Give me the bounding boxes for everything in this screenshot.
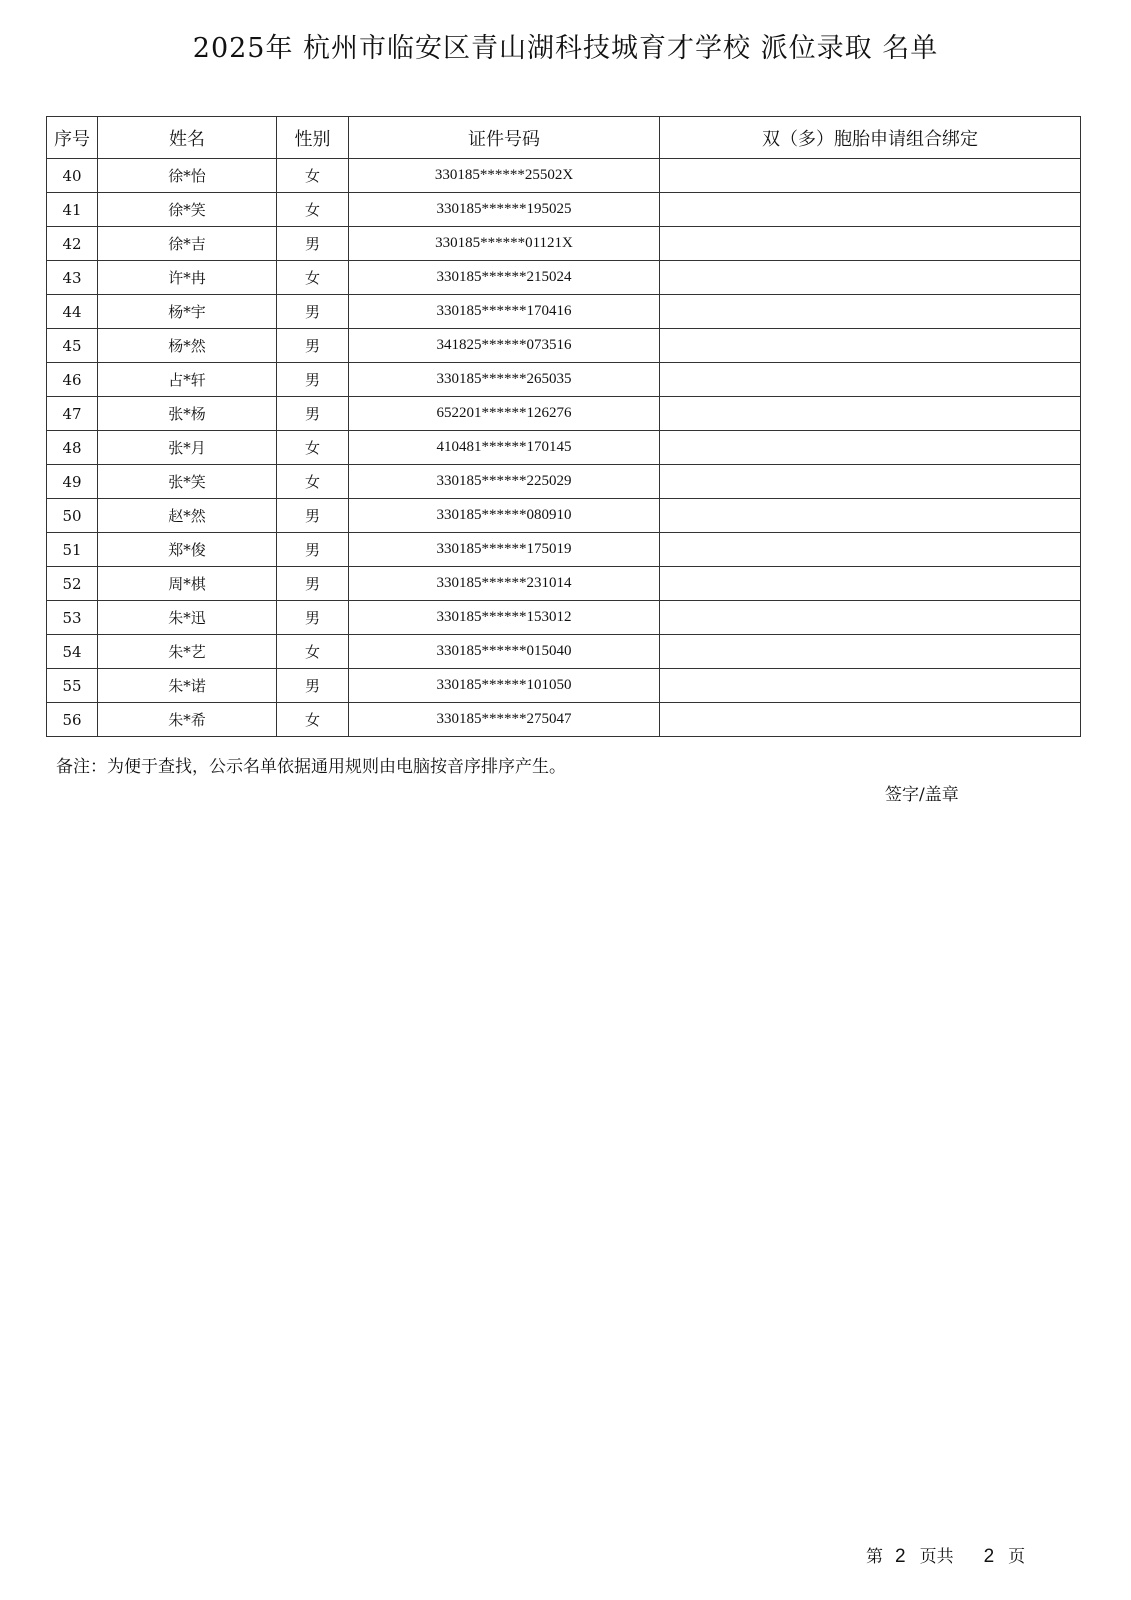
cell-id: 330185******080910 [349, 499, 660, 533]
cell-twin [660, 499, 1081, 533]
cell-gender: 男 [277, 295, 349, 329]
cell-twin [660, 703, 1081, 737]
cell-name: 占*轩 [98, 363, 277, 397]
table-row [47, 431, 1081, 465]
cell-no: 41 [47, 193, 98, 227]
cell-twin [660, 669, 1081, 703]
cell-id: 330185******275047 [349, 703, 660, 737]
cell-no: 48 [47, 431, 98, 465]
cell-gender: 男 [277, 397, 349, 431]
cell-name: 赵*然 [98, 499, 277, 533]
cell-twin [660, 635, 1081, 669]
cell-gender: 女 [277, 261, 349, 295]
cell-twin [660, 431, 1081, 465]
cell-name: 徐*怡 [98, 159, 277, 193]
document-title: 2025年 杭州市临安区青山湖科技城育才学校 派位录取 名单 [192, 33, 939, 64]
cell-id: 330185******265035 [349, 363, 660, 397]
cell-id: 652201******126276 [349, 397, 660, 431]
cell-gender: 女 [277, 159, 349, 193]
table-row [47, 159, 1081, 193]
header-name: 姓名 [98, 117, 277, 159]
cell-no: 54 [47, 635, 98, 669]
cell-gender: 女 [277, 465, 349, 499]
cell-no: 44 [47, 295, 98, 329]
cell-gender: 男 [277, 601, 349, 635]
table-row [47, 363, 1081, 397]
cell-id: 330185******101050 [349, 669, 660, 703]
table-row [47, 227, 1081, 261]
cell-name: 朱*希 [98, 703, 277, 737]
table-row [47, 499, 1081, 533]
cell-no: 43 [47, 261, 98, 295]
table-row [47, 567, 1081, 601]
cell-id: 330185******225029 [349, 465, 660, 499]
cell-no: 46 [47, 363, 98, 397]
cell-no: 53 [47, 601, 98, 635]
cell-name: 张*杨 [98, 397, 277, 431]
table-row [47, 295, 1081, 329]
header-id: 证件号码 [349, 117, 660, 159]
cell-id: 330185******195025 [349, 193, 660, 227]
cell-no: 50 [47, 499, 98, 533]
table-row [47, 703, 1081, 737]
cell-name: 朱*诺 [98, 669, 277, 703]
cell-no: 49 [47, 465, 98, 499]
cell-gender: 男 [277, 499, 349, 533]
cell-name: 徐*笑 [98, 193, 277, 227]
cell-no: 55 [47, 669, 98, 703]
cell-no: 47 [47, 397, 98, 431]
cell-gender: 女 [277, 635, 349, 669]
table-row [47, 193, 1081, 227]
cell-twin [660, 397, 1081, 431]
cell-name: 许*冉 [98, 261, 277, 295]
cell-no: 56 [47, 703, 98, 737]
table-row [47, 397, 1081, 431]
cell-id: 341825******073516 [349, 329, 660, 363]
cell-name: 郑*俊 [98, 533, 277, 567]
cell-no: 45 [47, 329, 98, 363]
cell-no: 42 [47, 227, 98, 261]
footer-prefix: 第 [866, 1547, 883, 1567]
footer-page-number: 2 [895, 1546, 906, 1567]
cell-gender: 女 [277, 703, 349, 737]
header-no: 序号 [47, 117, 98, 159]
footer-total-pages: 2 [983, 1546, 995, 1567]
table-row [47, 465, 1081, 499]
cell-gender: 女 [277, 193, 349, 227]
page-footer [866, 1542, 1025, 1568]
cell-id: 330185******175019 [349, 533, 660, 567]
cell-twin [660, 329, 1081, 363]
cell-gender: 男 [277, 533, 349, 567]
cell-twin [660, 465, 1081, 499]
cell-id: 330185******170416 [349, 295, 660, 329]
cell-twin [660, 295, 1081, 329]
cell-id: 330185******015040 [349, 635, 660, 669]
cell-twin [660, 601, 1081, 635]
cell-id: 330185******153012 [349, 601, 660, 635]
cell-twin [660, 227, 1081, 261]
cell-name: 周*棋 [98, 567, 277, 601]
cell-twin [660, 193, 1081, 227]
header-gender: 性别 [277, 117, 349, 159]
table-row [47, 601, 1081, 635]
cell-no: 52 [47, 567, 98, 601]
cell-gender: 男 [277, 329, 349, 363]
cell-name: 张*月 [98, 431, 277, 465]
cell-twin [660, 261, 1081, 295]
table-row [47, 669, 1081, 703]
cell-name: 张*笑 [98, 465, 277, 499]
table-row [47, 261, 1081, 295]
cell-twin [660, 533, 1081, 567]
table-row [47, 533, 1081, 567]
header-twin: 双（多）胞胎申请组合绑定 [660, 117, 1081, 159]
admission-table [46, 116, 1081, 737]
cell-name: 朱*艺 [98, 635, 277, 669]
cell-id: 330185******231014 [349, 567, 660, 601]
cell-id: 330185******25502X [349, 159, 660, 193]
signature-stamp-label: 签字/盖章 [885, 785, 959, 805]
cell-no: 51 [47, 533, 98, 567]
cell-gender: 男 [277, 669, 349, 703]
cell-twin [660, 567, 1081, 601]
cell-name: 朱*迅 [98, 601, 277, 635]
cell-id: 410481******170145 [349, 431, 660, 465]
cell-gender: 男 [277, 363, 349, 397]
cell-name: 杨*宇 [98, 295, 277, 329]
remark-note: 备注：为便于查找，公示名单依据通用规则由电脑按音序排序产生。 [56, 757, 566, 777]
cell-gender: 女 [277, 431, 349, 465]
cell-id: 330185******215024 [349, 261, 660, 295]
cell-id: 330185******01121X [349, 227, 660, 261]
cell-gender: 男 [277, 227, 349, 261]
table-header-row [47, 117, 1081, 159]
cell-name: 徐*吉 [98, 227, 277, 261]
cell-twin [660, 363, 1081, 397]
cell-name: 杨*然 [98, 329, 277, 363]
footer-suffix: 页 [1008, 1547, 1026, 1567]
table-row [47, 329, 1081, 363]
cell-no: 40 [47, 159, 98, 193]
cell-twin [660, 159, 1081, 193]
footer-middle: 页共 [919, 1547, 954, 1567]
cell-gender: 男 [277, 567, 349, 601]
table-row [47, 635, 1081, 669]
